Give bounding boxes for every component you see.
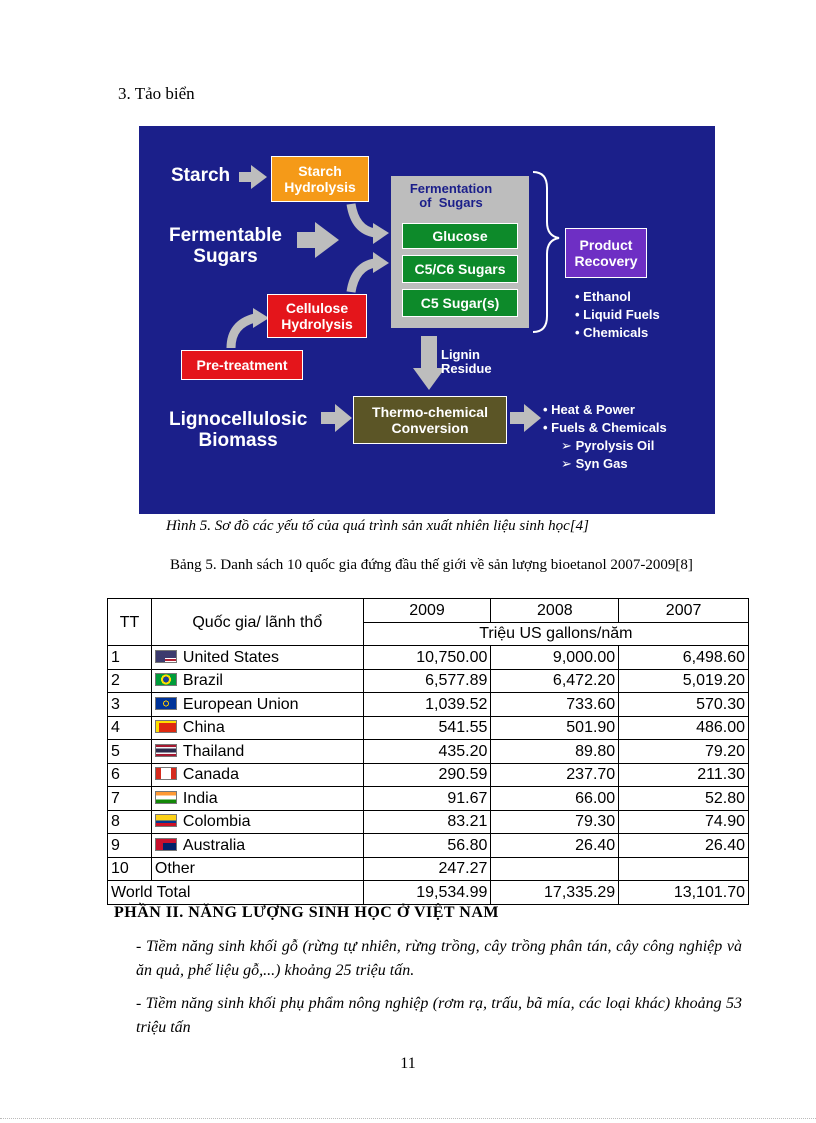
cell-v2007 bbox=[619, 857, 749, 881]
cell-v2007: 74.90 bbox=[619, 810, 749, 834]
table-row bbox=[108, 810, 749, 834]
label-fermentation: Fermentation of Sugars bbox=[409, 181, 493, 211]
header-tt: TT bbox=[108, 599, 152, 646]
cell-tt: 9 bbox=[108, 834, 152, 858]
table-row bbox=[108, 740, 749, 764]
arrow-starch-hydrolysis bbox=[351, 204, 375, 233]
cell-tt: 10 bbox=[108, 857, 152, 881]
country-name: Australia bbox=[182, 836, 246, 854]
cell-tt: 3 bbox=[108, 693, 152, 717]
cell-tt: 4 bbox=[108, 716, 152, 740]
cell-v2009: 56.80 bbox=[363, 834, 491, 858]
cell-tt: 8 bbox=[108, 810, 152, 834]
cell-country bbox=[151, 763, 363, 787]
cell-country bbox=[151, 810, 363, 834]
box-glucose: Glucose bbox=[402, 223, 518, 249]
cell-v2009: 6,577.89 bbox=[363, 669, 491, 693]
table-row bbox=[108, 669, 749, 693]
cell-v2008: 26.40 bbox=[491, 834, 619, 858]
country-name: Other bbox=[154, 860, 195, 878]
cell-v2007: 6,498.60 bbox=[619, 646, 749, 670]
arrow-fermentable bbox=[297, 222, 339, 258]
box-c5c6-sugars: C5/C6 Sugars bbox=[402, 255, 518, 283]
cell-country bbox=[151, 740, 363, 764]
country-name: Colombia bbox=[182, 813, 251, 831]
header-year-2007: 2007 bbox=[619, 599, 749, 623]
flag-us-icon bbox=[155, 650, 177, 663]
cell-v2007: 5,019.20 bbox=[619, 669, 749, 693]
arrow-pretreatment bbox=[231, 318, 255, 348]
cell-country bbox=[151, 857, 363, 881]
cell-v2009: 247.27 bbox=[363, 857, 491, 881]
flag-th-icon bbox=[155, 744, 177, 757]
cell-tt: 2 bbox=[108, 669, 152, 693]
cell-tt: 6 bbox=[108, 763, 152, 787]
arrow-cellulose-hydrolysis bbox=[351, 263, 375, 292]
label-lignocellulosic-biomass: Lignocellulosic Biomass bbox=[169, 409, 308, 451]
bracket bbox=[533, 172, 559, 332]
cell-country bbox=[151, 669, 363, 693]
box-cellulose-hydrolysis: Cellulose Hydrolysis bbox=[267, 294, 367, 338]
cell-v2007: 26.40 bbox=[619, 834, 749, 858]
cell-v2009: 1,039.52 bbox=[363, 693, 491, 717]
country-name: European Union bbox=[182, 695, 299, 713]
country-name: United States bbox=[182, 648, 279, 666]
section-heading: 3. Tảo biển bbox=[118, 84, 195, 103]
cell-v2007: 211.30 bbox=[619, 763, 749, 787]
flag-in-icon bbox=[155, 791, 177, 804]
figure-caption: Hình 5. Sơ đồ các yếu tố của quá trình sản xuất nhiên liệu sinh học[4] bbox=[166, 518, 589, 534]
paragraph-wood-biomass: - Tiềm năng sinh khối gỗ (rừng tự nhiên, rừng trồng, cây trồng phân tán, cây công nghiệp và ăn quả, phế liệu gỗ,...) khoảng 25 triệu tấn. bbox=[136, 938, 742, 979]
table-header-row bbox=[108, 599, 749, 623]
box-thermo-chemical: Thermo-chemical Conversion bbox=[353, 396, 507, 444]
cell-v2007: 79.20 bbox=[619, 740, 749, 764]
flag-eu-icon bbox=[155, 697, 177, 710]
table-row bbox=[108, 834, 749, 858]
cell-v2008: 79.30 bbox=[491, 810, 619, 834]
cell-v2009: 435.20 bbox=[363, 740, 491, 764]
arrow-thermo bbox=[510, 404, 541, 432]
cell-v2009: 91.67 bbox=[363, 787, 491, 811]
table-row bbox=[108, 646, 749, 670]
table-row bbox=[108, 857, 749, 881]
cell-country bbox=[151, 716, 363, 740]
country-name: Canada bbox=[182, 766, 239, 784]
header-unit: Triệu US gallons/năm bbox=[363, 622, 748, 646]
header-country: Quốc gia/ lãnh thổ bbox=[151, 599, 363, 646]
cell-country bbox=[151, 834, 363, 858]
table-row bbox=[108, 787, 749, 811]
thermo-outputs-list: • Heat & Power • Fuels & Chemicals ➢ Pyrolysis Oil ➢ Syn Gas bbox=[543, 402, 667, 471]
box-pretreatment: Pre-treatment bbox=[181, 350, 303, 380]
section-title: PHẦN II. NĂNG LƯỢNG SINH HỌC Ở VIỆT NAM bbox=[114, 904, 500, 921]
header-year-2008: 2008 bbox=[491, 599, 619, 623]
page-number: 11 bbox=[400, 1055, 416, 1072]
cell-total-label: World Total bbox=[108, 881, 364, 905]
footer-rule bbox=[0, 1118, 816, 1119]
biofuel-process-diagram bbox=[139, 126, 715, 514]
country-name: Thailand bbox=[182, 742, 245, 760]
cell-v2009: 290.59 bbox=[363, 763, 491, 787]
cell-v2008 bbox=[491, 857, 619, 881]
flag-co-icon bbox=[155, 814, 177, 827]
country-name: Brazil bbox=[182, 672, 223, 690]
table-total-row bbox=[108, 881, 749, 905]
cell-total-v2007: 13,101.70 bbox=[619, 881, 749, 905]
cell-v2008: 89.80 bbox=[491, 740, 619, 764]
bioethanol-table bbox=[107, 598, 749, 905]
arrow-biomass bbox=[321, 404, 352, 432]
cell-v2007: 486.00 bbox=[619, 716, 749, 740]
flag-br-icon bbox=[155, 673, 177, 686]
cell-v2008: 237.70 bbox=[491, 763, 619, 787]
cell-v2008: 6,472.20 bbox=[491, 669, 619, 693]
cell-v2009: 541.55 bbox=[363, 716, 491, 740]
cell-tt: 7 bbox=[108, 787, 152, 811]
table-row bbox=[108, 763, 749, 787]
cell-v2008: 9,000.00 bbox=[491, 646, 619, 670]
paragraph-agri-biomass: - Tiềm năng sinh khối phụ phẩm nông nghiệp (rơm rạ, trấu, bã mía, các loại khác) khoảng 53 triệu tấn bbox=[136, 995, 742, 1036]
table-caption: Bảng 5. Danh sách 10 quốc gia đứng đầu thế giới về sản lượng bioetanol 2007-2009[8] bbox=[170, 557, 693, 573]
cell-country bbox=[151, 646, 363, 670]
flag-cn-icon bbox=[155, 720, 177, 733]
box-product-recovery: Product Recovery bbox=[565, 228, 647, 278]
label-lignin-residue: Lignin Residue bbox=[441, 347, 492, 377]
label-starch: Starch bbox=[171, 165, 231, 186]
header-year-2009: 2009 bbox=[363, 599, 491, 623]
flag-au-icon bbox=[155, 838, 177, 851]
cell-v2007: 52.80 bbox=[619, 787, 749, 811]
box-starch-hydrolysis: Starch Hydrolysis bbox=[271, 156, 369, 202]
table-row bbox=[108, 693, 749, 717]
cell-v2008: 501.90 bbox=[491, 716, 619, 740]
cell-v2007: 570.30 bbox=[619, 693, 749, 717]
cell-v2008: 733.60 bbox=[491, 693, 619, 717]
cell-country bbox=[151, 693, 363, 717]
label-fermentable-sugars: Fermentable Sugars bbox=[169, 225, 282, 267]
cell-tt: 5 bbox=[108, 740, 152, 764]
cell-v2009: 83.21 bbox=[363, 810, 491, 834]
cell-v2009: 10,750.00 bbox=[363, 646, 491, 670]
arrow-starch bbox=[239, 165, 267, 189]
cell-total-v2009: 19,534.99 bbox=[363, 881, 491, 905]
country-name: India bbox=[182, 789, 218, 807]
products-list: • Ethanol • Liquid Fuels • Chemicals bbox=[575, 289, 660, 340]
country-name: China bbox=[182, 719, 225, 737]
cell-tt: 1 bbox=[108, 646, 152, 670]
table-row bbox=[108, 716, 749, 740]
flag-ca-icon bbox=[155, 767, 177, 780]
box-c5-sugars: C5 Sugar(s) bbox=[402, 289, 518, 317]
cell-v2008: 66.00 bbox=[491, 787, 619, 811]
cell-total-v2008: 17,335.29 bbox=[491, 881, 619, 905]
cell-country bbox=[151, 787, 363, 811]
